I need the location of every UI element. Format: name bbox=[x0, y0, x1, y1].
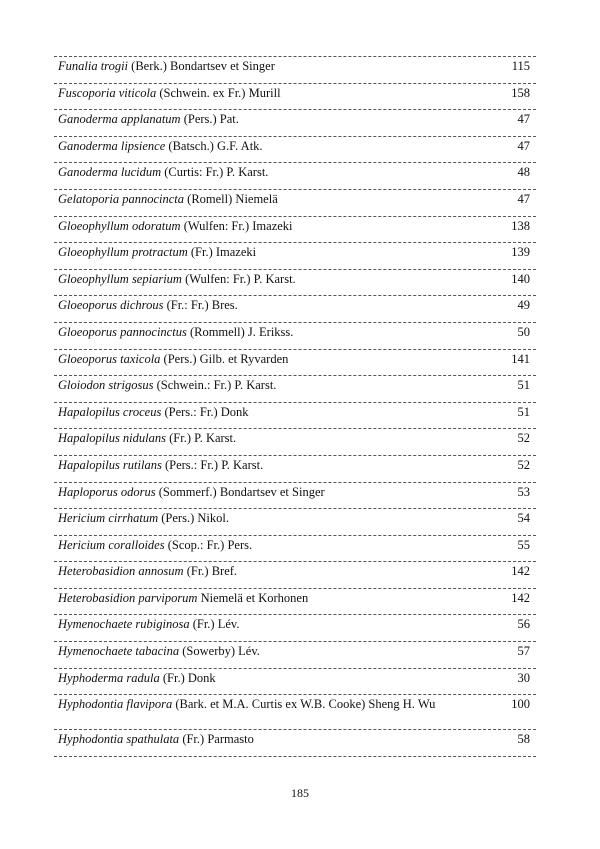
species-name: Hapalopilus rutilans bbox=[58, 457, 162, 472]
page-reference: 47 bbox=[517, 112, 530, 127]
page-reference: 139 bbox=[511, 245, 530, 260]
page-reference: 100 bbox=[511, 697, 530, 712]
page-reference: 48 bbox=[517, 165, 530, 180]
page-reference: 51 bbox=[517, 378, 530, 393]
species-authority: (Wulfen: Fr.) P. Karst. bbox=[185, 271, 296, 286]
species-name: Hyphoderma radula bbox=[58, 670, 160, 685]
species-name: Haploporus odorus bbox=[58, 484, 156, 499]
page-reference: 52 bbox=[517, 457, 530, 472]
page-reference: 141 bbox=[511, 351, 530, 366]
table-row bbox=[54, 84, 536, 111]
table-row bbox=[54, 110, 536, 137]
page-reference: 51 bbox=[517, 404, 530, 419]
species-authority: (Wulfen: Fr.) Imazeki bbox=[183, 218, 293, 233]
species-authority: (Fr.: Fr.) Bres. bbox=[166, 298, 238, 313]
species-authority: (Pers.) Gilb. et Ryvarden bbox=[163, 351, 289, 366]
species-authority: (Curtis: Fr.) P. Karst. bbox=[164, 165, 269, 180]
species-authority: (Sowerby) Lév. bbox=[182, 644, 260, 659]
species-authority: (Berk.) Bondartsev et Singer bbox=[131, 59, 275, 73]
table-row bbox=[54, 429, 536, 456]
species-name: Hapalopilus croceus bbox=[58, 404, 162, 419]
species-name: Heterobasidion annosum bbox=[58, 564, 184, 579]
table-row bbox=[54, 403, 536, 430]
page-reference: 55 bbox=[517, 537, 530, 552]
table-row bbox=[54, 456, 536, 483]
table-row bbox=[54, 270, 536, 297]
species-authority: (Fr.) Lév. bbox=[192, 617, 240, 632]
species-authority: (Bark. et M.A. Curtis ex W.B. Cooke) Sheng H. Wu bbox=[175, 697, 436, 712]
table-row bbox=[54, 483, 536, 510]
page-reference: 58 bbox=[517, 732, 530, 747]
species-name: Gloeoporus pannocinctus bbox=[58, 324, 187, 339]
species-authority: (Fr.) Parmasto bbox=[182, 732, 254, 747]
species-name: Fuscoporia viticola bbox=[58, 85, 157, 100]
species-name: Ganoderma applanatum bbox=[58, 112, 181, 127]
page-reference: 140 bbox=[511, 271, 530, 286]
species-authority: (Fr.) Imazeki bbox=[190, 245, 257, 260]
species-name: Gloeophyllum sepiarium bbox=[58, 271, 182, 286]
species-authority: (Fr.) Bref. bbox=[186, 564, 238, 579]
page-reference: 54 bbox=[517, 511, 530, 526]
page-number: 185 bbox=[291, 786, 309, 800]
species-authority: (Scop.: Fr.) Pers. bbox=[167, 537, 253, 552]
table-row bbox=[54, 669, 536, 696]
table-row bbox=[54, 589, 536, 616]
table-row bbox=[54, 642, 536, 669]
species-authority: (Pers.: Fr.) Donk bbox=[164, 404, 249, 419]
species-authority: (Fr.) Donk bbox=[162, 670, 216, 685]
table-row bbox=[54, 217, 536, 244]
page-reference: 53 bbox=[517, 484, 530, 499]
species-authority: Niemelä et Korhonen bbox=[200, 590, 309, 605]
table-row bbox=[54, 615, 536, 642]
species-index-table bbox=[54, 56, 536, 757]
species-name: Gloeoporus taxicola bbox=[58, 351, 161, 366]
species-name: Funalia trogii bbox=[58, 59, 129, 73]
table-row bbox=[54, 350, 536, 377]
species-authority: (Romell) Niemelä bbox=[187, 191, 278, 206]
species-name: Hericium cirrhatum bbox=[58, 511, 159, 526]
table-row bbox=[54, 509, 536, 536]
species-authority: (Pers.) Pat. bbox=[183, 112, 239, 127]
species-name: Gloeophyllum odoratum bbox=[58, 218, 181, 233]
table-row bbox=[54, 730, 536, 757]
species-name: Heterobasidion parviporum bbox=[58, 590, 198, 605]
table-row bbox=[54, 376, 536, 403]
species-name: Gloeophyllum protractum bbox=[58, 245, 188, 260]
species-name: Hymenochaete rubiginosa bbox=[58, 617, 190, 632]
page-reference: 138 bbox=[511, 218, 530, 233]
species-name: Hyphodontia spathulata bbox=[58, 732, 180, 747]
species-name: Gloiodon strigosus bbox=[58, 378, 154, 393]
species-authority: (Batsch.) G.F. Atk. bbox=[168, 138, 263, 153]
page-reference: 50 bbox=[517, 324, 530, 339]
table-row bbox=[54, 562, 536, 589]
table-row bbox=[54, 137, 536, 164]
species-authority: (Fr.) P. Karst. bbox=[169, 431, 237, 446]
table-row bbox=[54, 695, 536, 730]
species-authority: (Schwein.: Fr.) P. Karst. bbox=[156, 378, 277, 393]
table-row bbox=[54, 536, 536, 563]
species-name: Ganoderma lucidum bbox=[58, 165, 162, 180]
species-authority: (Sommerf.) Bondartsev et Singer bbox=[158, 484, 325, 499]
species-authority: (Schwein. ex Fr.) Murill bbox=[159, 85, 281, 100]
species-name: Ganoderma lipsience bbox=[58, 138, 166, 153]
page-reference: 47 bbox=[517, 191, 530, 206]
species-name: Gloeoporus dichrous bbox=[58, 298, 164, 313]
species-name: Hericium coralloides bbox=[58, 537, 165, 552]
page-reference: 52 bbox=[517, 431, 530, 446]
species-authority: (Pers.) Nikol. bbox=[161, 511, 229, 526]
page-reference: 56 bbox=[517, 617, 530, 632]
species-name: Hymenochaete tabacina bbox=[58, 644, 180, 659]
table-row bbox=[54, 190, 536, 217]
page-reference: 47 bbox=[517, 138, 530, 153]
page-reference: 49 bbox=[517, 298, 530, 313]
table-row bbox=[54, 296, 536, 323]
page-reference: 57 bbox=[517, 644, 530, 659]
page-reference: 30 bbox=[517, 670, 530, 685]
species-name: Hyphodontia flavipora bbox=[58, 697, 173, 712]
table-row bbox=[54, 243, 536, 270]
page-reference: 142 bbox=[511, 590, 530, 605]
table-row bbox=[54, 57, 536, 84]
table-row bbox=[54, 323, 536, 350]
page-reference: 115 bbox=[511, 59, 530, 73]
page-reference: 142 bbox=[511, 564, 530, 579]
species-authority: (Pers.: Fr.) P. Karst. bbox=[164, 457, 264, 472]
species-name: Gelatoporia pannocincta bbox=[58, 191, 185, 206]
page-reference: 158 bbox=[511, 85, 530, 100]
table-row bbox=[54, 163, 536, 190]
species-name: Hapalopilus nidulans bbox=[58, 431, 166, 446]
species-authority: (Rommell) J. Erikss. bbox=[189, 324, 294, 339]
